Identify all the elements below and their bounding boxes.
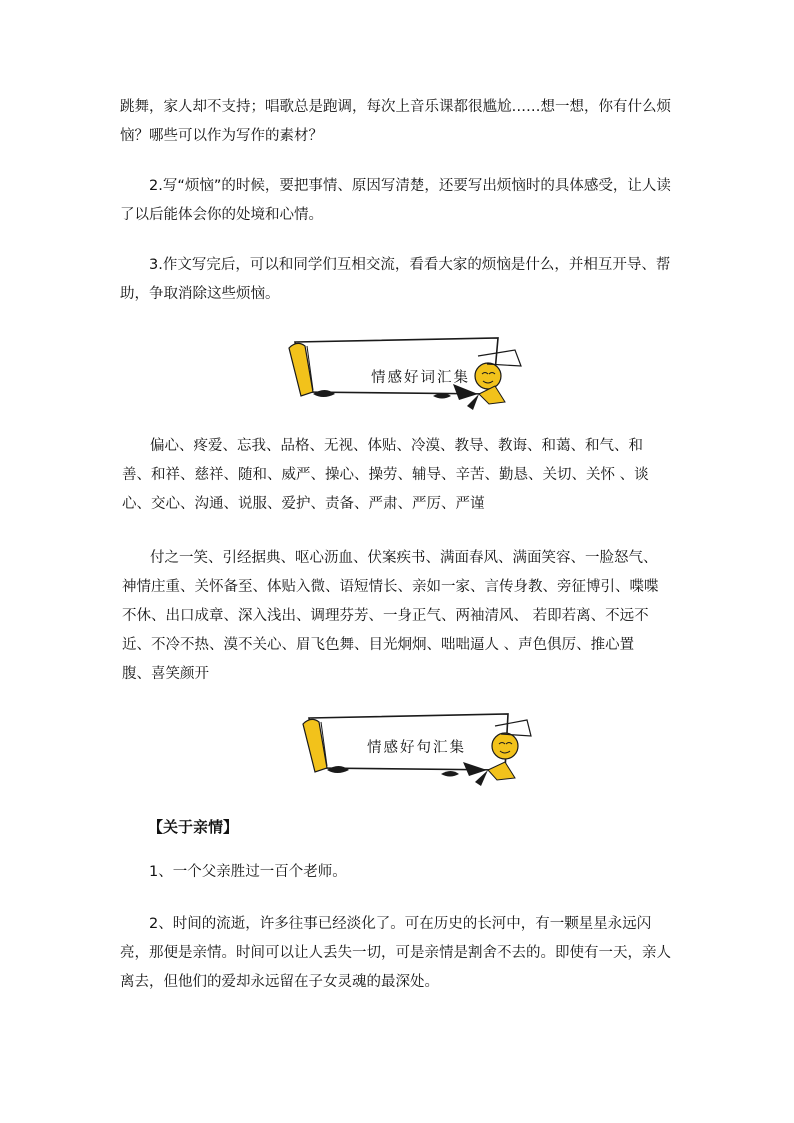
- family-section-heading: 【关于亲情】: [148, 818, 239, 836]
- intro-paragraph-1: 跳舞，家人却不支持；唱歌总是跑调，每次上音乐课都很尴尬……想一想，你有什么烦恼？哪些可以作为写作的素材？: [120, 99, 671, 144]
- intro-paragraph-3: 3.作文写完后，可以和同学们互相交流，看看大家的烦恼是什么，并相互开导、帮助，争取消除这些烦恼。: [120, 257, 671, 302]
- four-char-word-list: 付之一笑、引经据典、呕心沥血、伏案疾书、满面春风、满面笑容、一脸怒气、神情庄重、关怀备至、体贴入微、语短情长、亲如一家、言传身教、旁征博引、喋喋不休、出口成章、深入浅出、调理芬芳、一身正气、两袖清风、 若即若离、不远不近、不冷不热、漠不关心、眉飞色舞、目光炯炯、咄咄逼人 、声色俱厉、推心置腹、喜笑颜开: [122, 550, 659, 682]
- sentences-banner: [283, 706, 533, 786]
- family-sentence-1: 1、一个父亲胜过一百个老师。: [149, 864, 347, 880]
- intro-paragraph-2: 2.写“烦恼”的时候，要把事情、原因写清楚，还要写出烦恼时的具体感受，让人读了以后能体会你的处境和心情。: [120, 178, 671, 223]
- family-sentence-2: 2、时间的流逝，许多往事已经淡化了。可在历史的长河中，有一颗星星永远闪亮，那便是亲情。时间可以让人丢失一切，可是亲情是割舍不去的。即使有一天，亲人离去，但他们的爱却永远留在子女灵魂的最深处。: [120, 916, 671, 990]
- two-char-word-list: 偏心、疼爱、忘我、品格、无视、体贴、冷漠、教导、教诲、和蔼、和气、和善、和祥、慈祥、随和、威严、操心、操劳、辅导、辛苦、勤恳、关切、关怀 、谈心、交心、沟通、说服、爱护、责备、严肃、严厉、严谨: [122, 438, 649, 512]
- sentences-banner-title: 情感好句汇集: [367, 740, 466, 756]
- words-banner: [283, 330, 533, 410]
- words-banner-title: 情感好词汇集: [371, 370, 470, 386]
